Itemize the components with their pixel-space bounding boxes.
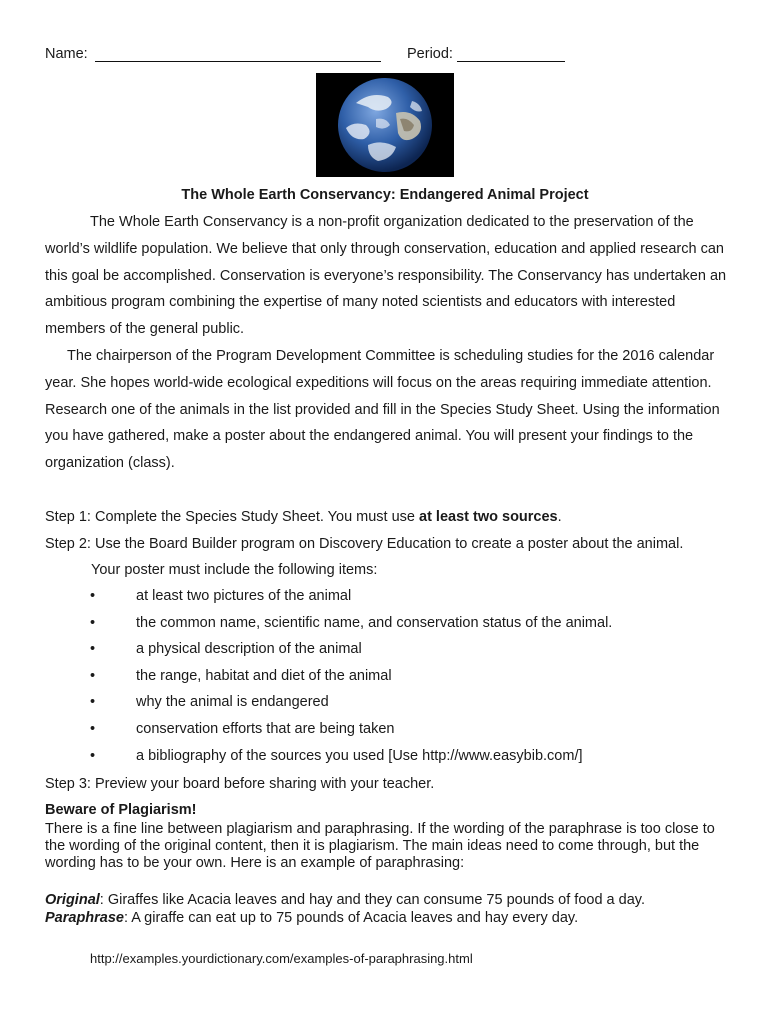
original-label: Original — [45, 892, 100, 908]
plagiarism-heading: Beware of Plagiarism! — [45, 802, 197, 818]
plagiarism-body: There is a fine line between plagiarism and paraphrasing. If the wording of the paraphrase is too close to the wording of the original content, then it is plagiarism. The main ideas need to come through, but the wording has to be your own. Here is an example of paraphrasing: — [45, 821, 715, 871]
bullet-icon: • — [90, 614, 96, 631]
original-example — [45, 892, 645, 908]
task-paragraph: The chairperson of the Program Development Committee is scheduling studies for the 2016 calendar year. She hopes world-wide ecological expeditions will focus on the areas requiring immediate attention. Research one of the animals in the list provided and fill in the Species Study Sheet. Using the information you have gathered, make a poster about the endangered animal. You will present your findings to the organization (class). — [45, 348, 720, 472]
earth-globe-icon — [316, 73, 454, 177]
poster-requirements-intro: Your poster must include the following items: — [91, 562, 378, 578]
list-item-text: at least two pictures of the animal — [136, 588, 352, 604]
period-field-group — [407, 46, 565, 62]
bullet-icon: • — [90, 667, 96, 684]
original-text: : Giraffes like Acacia leaves and hay and they can consume 75 pounds of food a day. — [99, 892, 645, 908]
name-field-group — [45, 46, 381, 62]
step-1-prefix: Step 1: Complete the Species Study Sheet. You must use — [45, 509, 420, 525]
bullet-icon: • — [90, 747, 96, 764]
list-item-text: why the animal is endangered — [136, 694, 329, 711]
bullet-icon: • — [90, 641, 96, 658]
earth-image — [316, 73, 454, 177]
period-label: Period: — [407, 46, 453, 62]
paraphrase-text: : A giraffe can eat up to 75 pounds of Acacia leaves and hay every day. — [124, 910, 579, 926]
document-title: The Whole Earth Conservancy: Endangered Animal Project — [181, 187, 589, 203]
step-1-emphasis: at least two sources — [419, 509, 558, 525]
step-1 — [45, 509, 562, 525]
list-item-text: the common name, scientific name, and conservation status of the animal. — [136, 614, 613, 631]
bullet-icon: • — [90, 694, 96, 711]
paraphrase-label: Paraphrase — [45, 910, 124, 926]
list-item-text: a physical description of the animal — [136, 641, 362, 658]
source-url: http://examples.yourdictionary.com/examples-of-paraphrasing.html — [90, 951, 473, 966]
bullet-icon: • — [90, 588, 96, 604]
step-1-suffix: . — [557, 509, 562, 525]
name-label: Name: — [45, 46, 88, 62]
list-item-text: conservation efforts that are being taken — [136, 720, 395, 737]
step-2: Step 2: Use the Board Builder program on Discovery Education to create a poster about the animal. — [45, 536, 684, 552]
list-item-text: a bibliography of the sources you used [Use http://www.easybib.com/] — [136, 747, 583, 764]
period-blank-line[interactable] — [457, 46, 565, 62]
step-3: Step 3: Preview your board before sharing with your teacher. — [45, 776, 435, 792]
intro-paragraph: The Whole Earth Conservancy is a non-profit organization dedicated to the preservation of the world’s wildlife population. We believe that only through conservation, education and applied research can this goal be accomplished. Conservation is everyone’s responsibility. The Conservancy has undertaken an ambitious program combining the expertise of many noted scientists and educators with interested members of the general public. — [45, 214, 727, 338]
list-item-text: the range, habitat and diet of the animal — [136, 667, 392, 684]
name-blank-line[interactable] — [95, 46, 381, 62]
bullet-icon: • — [90, 720, 96, 737]
paraphrase-example — [45, 910, 578, 926]
